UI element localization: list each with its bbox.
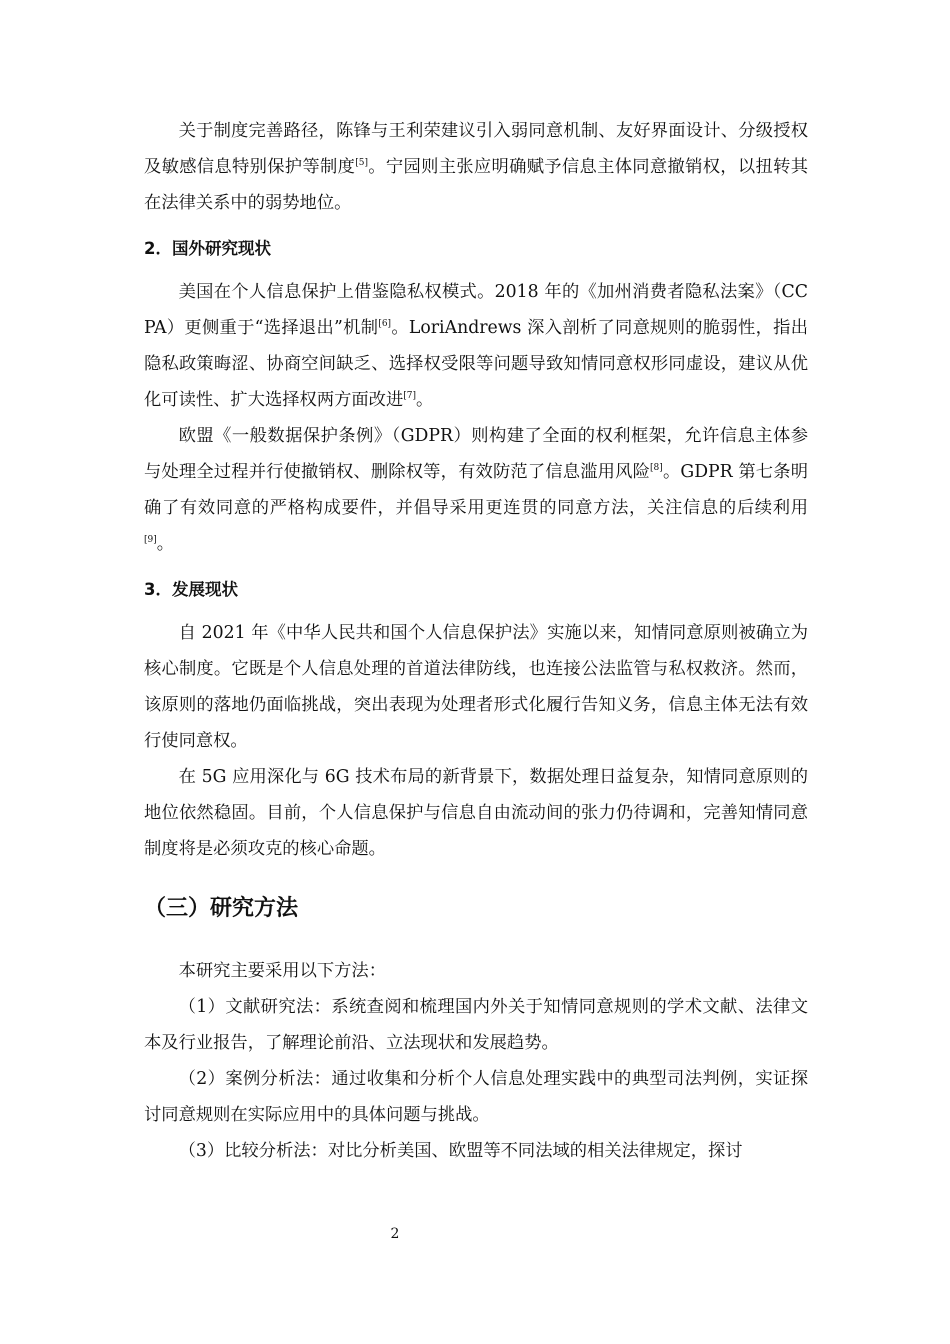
paragraph-text: 美国在个人信息保护上借鉴隐私权模式。2018 年的《加州消费者隐私法案》（CCPA）更侧重于“选择退出”机制 bbox=[144, 282, 808, 338]
paragraph-methods-intro: 本研究主要采用以下方法： bbox=[178, 961, 386, 981]
paragraph-text: 。LoriAndrews 深入剖析了同意规则的脆弱性，指出隐私政策晦涩、协商空间缺乏、选择权受限等问题导致知情同意权形同虚设，建议从优化可读性、扩大选择权两方面改进 bbox=[144, 318, 808, 410]
citation-9: [9] bbox=[144, 535, 157, 546]
paragraph-text: 。宁园则主张应明确赋予信息主体同意撤销权，以扭转其在法律关系中的弱势地位。 bbox=[144, 157, 808, 213]
heading-development-status: 3．发展现状 bbox=[144, 580, 238, 599]
heading-foreign-research: 2．国外研究现状 bbox=[144, 239, 271, 258]
heading-research-methods: （三）研究方法 bbox=[144, 896, 299, 921]
paragraph-us-privacy bbox=[144, 274, 808, 418]
paragraph-eu-gdpr bbox=[144, 418, 808, 562]
citation-5: [5] bbox=[355, 158, 368, 169]
paragraph-method-literature: （1）文献研究法：系统查阅和梳理国内外关于知情同意规则的学术文献、法律文本及行业报告，了解理论前沿、立法现状和发展趋势。 bbox=[144, 997, 808, 1053]
paragraph-5g-6g: 在 5G 应用深化与 6G 技术布局的新背景下，数据处理日益复杂，知情同意原则的地位依然稳固。目前，个人信息保护与信息自由流动间的张力仍待调和，完善知情同意制度将是必须攻克的核心命题。 bbox=[144, 767, 808, 859]
paragraph-text: 欧盟《一般数据保护条例》（GDPR）则构建了全面的权利框架，允许信息主体参与处理全过程并行使撤销权、删除权等，有效防范了信息滥用风险 bbox=[144, 426, 808, 482]
page-content bbox=[144, 113, 808, 1169]
paragraph-text: 。 bbox=[415, 390, 434, 410]
citation-7: [7] bbox=[403, 391, 416, 402]
paragraph-method-case: （2）案例分析法：通过收集和分析个人信息处理实践中的典型司法判例，实证探讨同意规则在实际应用中的具体问题与挑战。 bbox=[144, 1069, 808, 1125]
paragraph-pipl: 自 2021 年《中华人民共和国个人信息保护法》实施以来，知情同意原则被确立为核心制度。它既是个人信息处理的首道法律防线，也连接公法监管与私权救济。然而，该原则的落地仍面临挑战，突出表现为处理者形式化履行告知义务，信息主体无法有效行使同意权。 bbox=[144, 623, 808, 751]
paragraph-text: 。GDPR 第七条明确了有效同意的严格构成要件，并倡导采用更连贯的同意方法，关注信息的后续利用 bbox=[144, 462, 808, 518]
citation-8: [8] bbox=[650, 463, 663, 474]
citation-6: [6] bbox=[378, 319, 392, 330]
paragraph-text: 关于制度完善路径，陈锋与王利荣建议引入弱同意机制、友好界面设计、分级授权及敏感信息特别保护等制度 bbox=[144, 121, 808, 177]
paragraph-institution-improvement bbox=[144, 113, 808, 221]
paragraph-method-comparative: （3）比较分析法：对比分析美国、欧盟等不同法域的相关法律规定，探讨 bbox=[178, 1141, 743, 1161]
paragraph-text: 。 bbox=[156, 534, 175, 554]
page-number: 2 bbox=[390, 1226, 400, 1242]
